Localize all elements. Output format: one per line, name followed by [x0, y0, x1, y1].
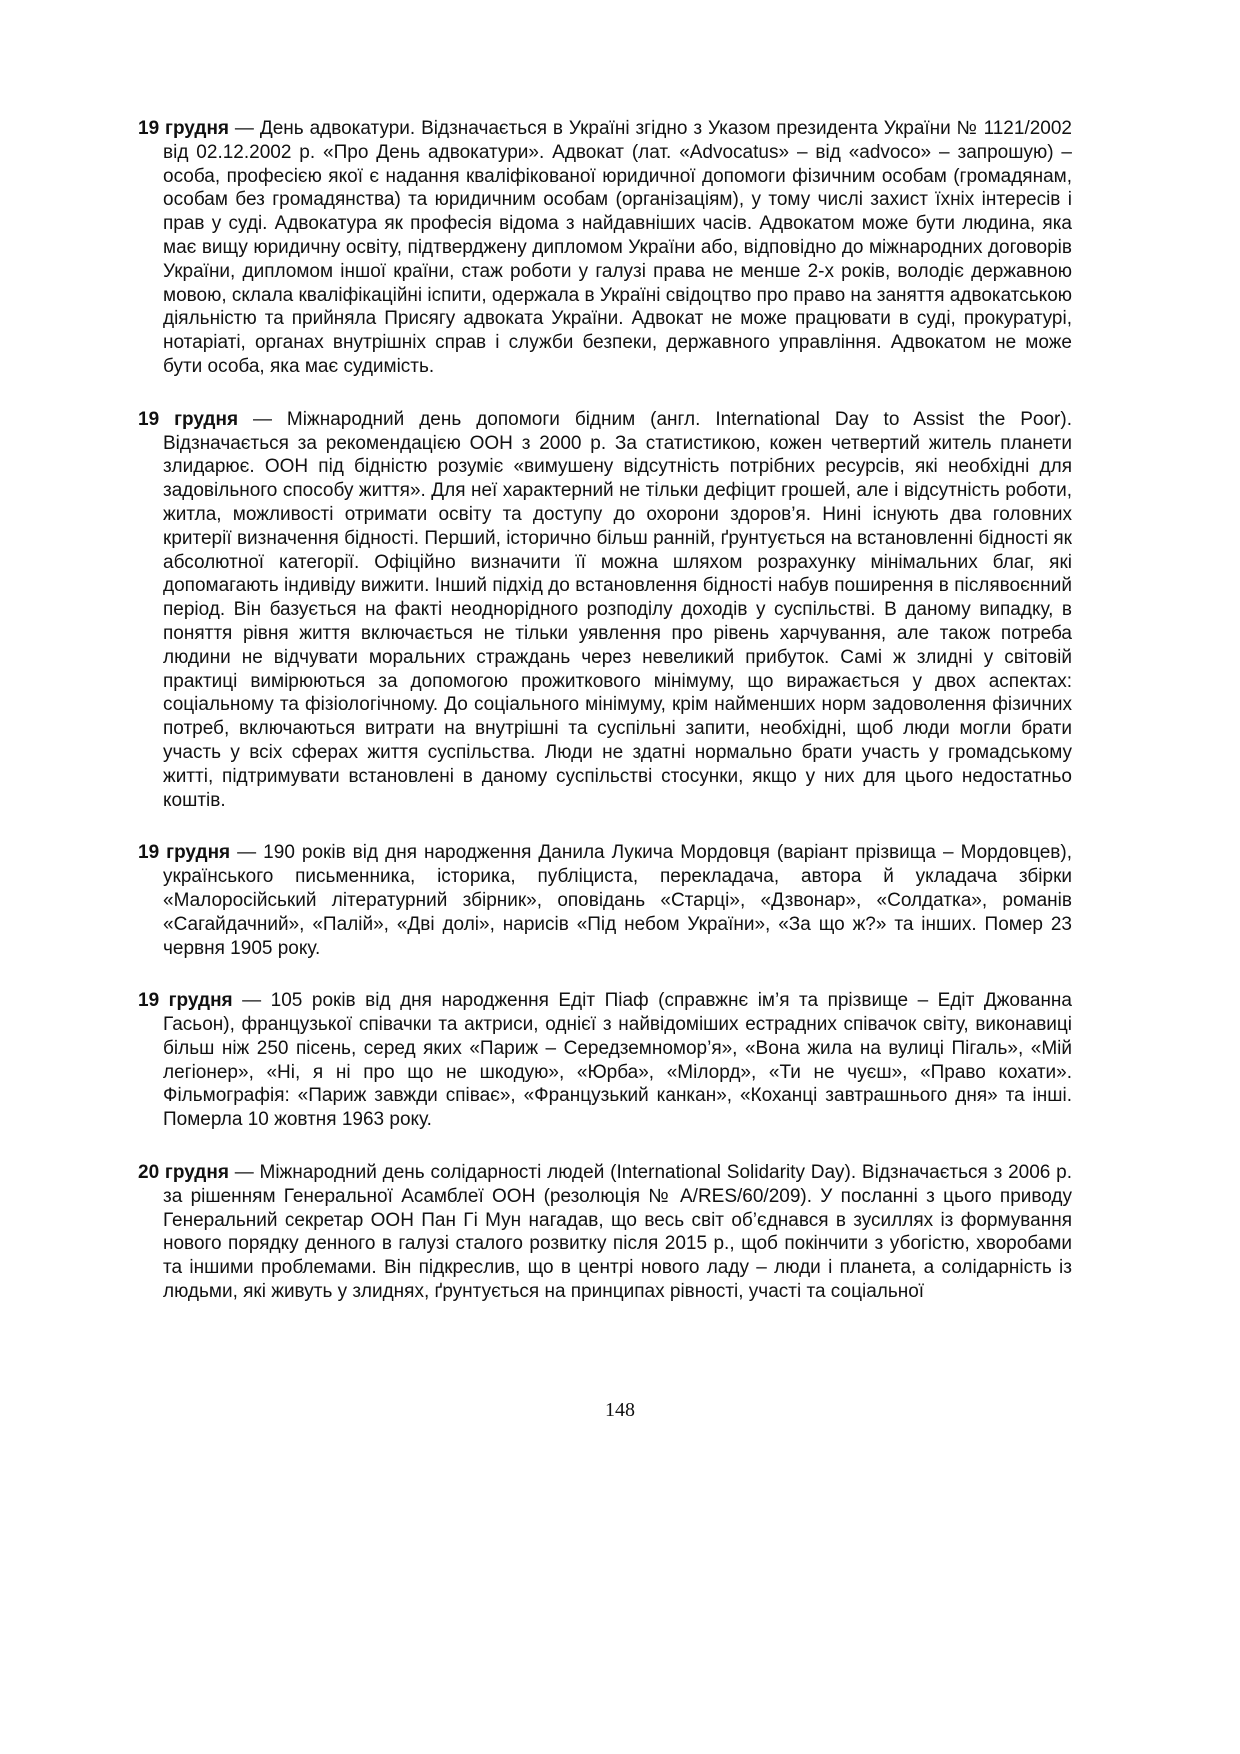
entry-text: — Міжнародний день солідарності людей (International Solidarity Day). Відзначається з 2006 р. за рішенням Генеральної Асамблеї ООН (резолюція № A/RES/60/209). У посланні з цього приводу Генеральний секретар ООН Пан Гі Мун нагадав, що весь світ об’єднався в зусиллях із формування нового порядку денного в галузі сталого розвитку після 2015 р., щоб покінчити з убогістю, хворобами та іншими проблемами. Він підкреслив, що в центрі нового ладу – люди і планета, а солідарність із людьми, які живуть у злиднях, ґрунтується на принципах рівності, участі та соціальної — [163, 1162, 1073, 1303]
page-number: 148 — [605, 1399, 635, 1421]
calendar-entry — [138, 408, 1072, 813]
entry-text: — 105 років від дня народження Едіт Піаф (справжнє ім’я та прізвище – Едіт Джованна Гасьон), французької співачки та актриси, однієї з найвідоміших естрадних співачок світу, виконавиці більш ніж 250 пісень, серед яких «Париж – Середземномор’я», «Вона жила на вулиці Пігаль», «Мій легіонер», «Ні, я ні про що не шкодую», «Юрба», «Мілорд», «Ти не чуєш», «Право кохати». Фільмографія: «Париж завжди співає», «Французький канкан», «Коханці завтрашнього дня» та інші. Померла 10 жовтня 1963 року. — [163, 990, 1072, 1131]
entry-date: 19 грудня — [138, 990, 233, 1012]
entry-text: — Міжнародний день допомоги бідним (англ. International Day to Assist the Poor). Відзначається за рекомендацією ООН з 2000 р. За статистикою, кожен четвертий житель планети злидарює. ООН під бідністю розуміє «вимушену відсутність потрібних ресурсів, які необхідні для задовільного способу життя». Для неї характерний не тільки дефіцит грошей, але і відсутність роботи, житла, можливості отримати освіту та доступу до охорони здоров’я. Нині існують два головних критерії визначення бідності. Перший, історично більш ранній, ґрунтується на встановленні бідності як абсолютної категорії. Офіційно визначити її можна шляхом розрахунку мінімальних благ, які допомагають індивіду вижити. Інший підхід до встановлення бідності набув поширення в післявоєнний період. Він базується на факті неоднорідного розподілу доходів у суспільстві. В даному випадку, в поняття рівня життя включається не тільки уявлення про рівень харчування, але також потреба людини не відчувати моральних страждань через невеликий прибуток. Самі ж злидні у світовій практиці вимірюються за допомогою прожиткового мінімуму, що виражається у двох аспектах: соціальному та фізіологічному. До соціального мінімуму, крім найменших норм задоволення фізичних потреб, включаються витрати на внутрішні та суспільні запити, необхідні, щоб люди могли брати участь у всіх сферах життя суспільства. Люди не здатні нормально брати участь у громадському житті, підтримувати встановлені в даному суспільстві стосунки, якщо у них для цього недостатньо коштів. — [163, 408, 1072, 811]
calendar-entry — [138, 841, 1072, 960]
entry-text: — День адвокатури. Відзначається в Україні згідно з Указом президента України № 1121/2002 від 02.12.2002 р. «Про День адвокатури». Адвокат (лат. «Advocatus» – від «advoco» – запрошую) – особа, професією якої є надання кваліфікованої юридичної допомоги фізичним особам (громадянам, особам без громадянства) та юридичним особам (організаціям), у тому числі захист їхніх інтересів і прав у суді. Адвокатура як професія відома з найдавніших часів. Адвокатом може бути людина, яка має вищу юридичну освіту, підтверджену дипломом України або, відповідно до міжнародних договорів України, дипломом іншої країни, стаж роботи у галузі права не менше 2-х років, володіє державною мовою, склала кваліфікаційні іспити, одержала в Україні свідоцтво про право на заняття адвокатською діяльністю та прийняла Присягу адвоката України. Адвокат не може працювати в суді, прокуратурі, нотаріаті, органах внутрішніх справ і служби безпеки, державного управління. Адвокатом не може бути особа, яка має судимість. — [163, 118, 1073, 377]
entry-date: 20 грудня — [138, 1162, 229, 1184]
calendar-entry — [138, 989, 1072, 1132]
calendar-entry — [138, 1161, 1072, 1304]
entry-date: 19 грудня — [138, 118, 230, 139]
page-body — [138, 117, 1072, 1333]
entry-text: — 190 років від дня народження Данила Лукича Мордовця (варіант прізвища – Мордовцев), українського письменника, історика, публіциста, перекладача, автора й укладача збірки «Малоросійський літературний збірник», оповідань «Старці», «Дзвонар», «Солдатка», романів «Сагайдачний», «Палій», «Дві долі», нарисів «Під небом України», «За що ж?» та інших. Помер 23 червня 1905 року. — [163, 842, 1072, 959]
entry-date: 19 грудня — [138, 408, 239, 430]
calendar-entry — [138, 117, 1072, 379]
entry-date: 19 грудня — [138, 842, 231, 864]
